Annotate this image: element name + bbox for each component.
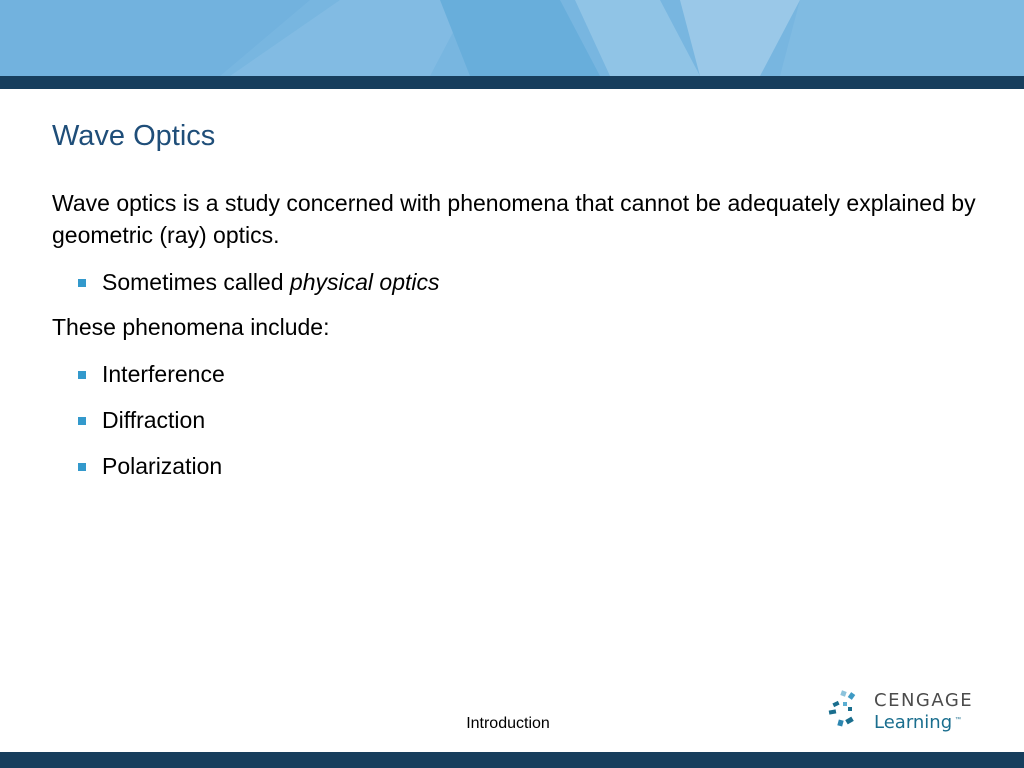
square-bullet-icon	[78, 417, 86, 425]
square-bullet-icon	[78, 463, 86, 471]
bullet-text: Interference	[102, 361, 225, 387]
square-bullet-icon	[78, 371, 86, 379]
footer-rule	[0, 752, 1024, 768]
logo-subtitle: Learning	[874, 712, 953, 733]
bullet-emphasis: physical optics	[289, 269, 440, 295]
phenomena-lead: These phenomena include:	[52, 314, 330, 340]
bullet-text	[102, 266, 440, 298]
header-rule	[0, 76, 1024, 89]
header-banner	[0, 0, 1024, 76]
square-bullet-icon	[78, 279, 86, 287]
bullet-prefix: Sometimes called	[102, 269, 290, 295]
slide-title: Wave Optics	[52, 120, 216, 152]
footer-label: Introduction	[466, 715, 550, 732]
logo-trademark: ™	[955, 717, 961, 723]
cengage-emblem-icon	[828, 690, 868, 734]
logo-wordmark: CENGAGE	[874, 690, 974, 711]
intro-paragraph: Wave optics is a study concerned with phenomena that cannot be adequately explained by geometric (ray) optics.	[52, 190, 976, 248]
bullet-text: Polarization	[102, 453, 223, 479]
cengage-logo	[828, 688, 988, 740]
bullet-text: Diffraction	[102, 407, 206, 433]
